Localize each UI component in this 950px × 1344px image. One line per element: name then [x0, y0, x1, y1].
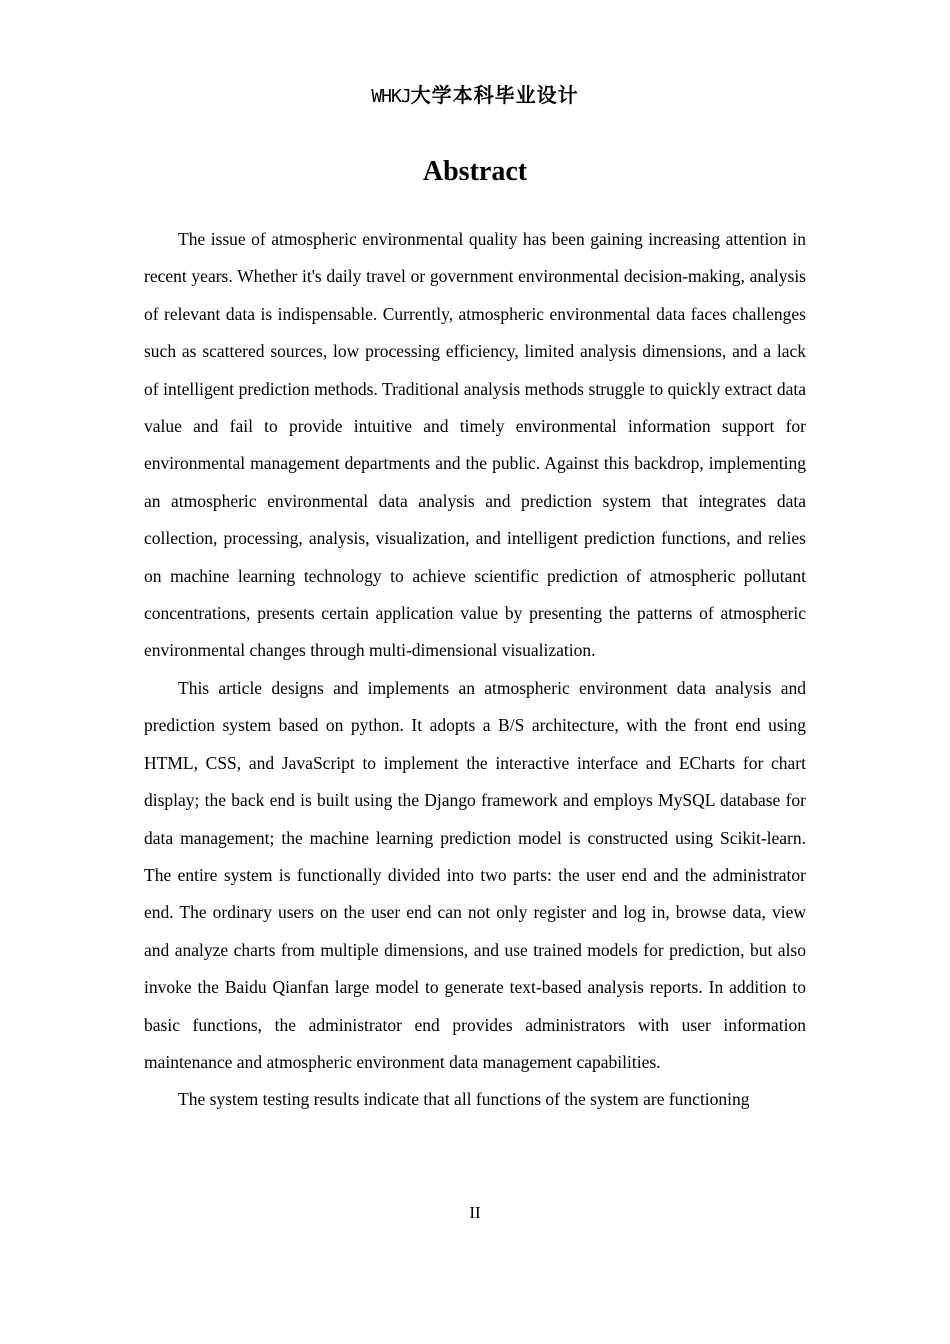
- abstract-body: [144, 221, 806, 1119]
- running-header: [0, 82, 950, 110]
- abstract-paragraph-3: The system testing results indicate that all functions of the system are functioning: [178, 1089, 750, 1110]
- header-institution-code: WHKJ: [371, 86, 411, 107]
- header-document-type: 大学本科毕业设计: [410, 83, 579, 107]
- abstract-paragraph-1: The issue of atmospheric environmental quality has been gaining increasing attention in recent years. Whether it's daily travel or government environmental decision-making, analysis of relevant data is indispensable. Currently, atmospheric environmental data faces challenges such as scattered sources, low processing efficiency, limited analysis dimensions, and a lack of intelligent prediction methods. Traditional analysis methods struggle to quickly extract data value and fail to provide intuitive and timely environmental information support for environmental management departments and the public. Against this backdrop, implementing an atmospheric environmental data analysis and prediction system that integrates data collection, processing, analysis, visualization, and intelligent prediction functions, and relies on machine learning technology to achieve scientific prediction of atmospheric pollutant concentrations, presents certain application value by presenting the patterns of atmospheric environmental changes through multi-dimensional visualization.: [144, 229, 806, 661]
- abstract-paragraph-2: This article designs and implements an atmospheric environment data analysis and prediction system based on python. It adopts a B/S architecture, with the front end using HTML, CSS, and JavaScript to implement the interactive interface and ECharts for chart display; the back end is built using the Django framework and employs MySQL database for data management; the machine learning prediction model is constructed using Scikit-learn. The entire system is functionally divided into two parts: the user end and the administrator end. The ordinary users on the user end can not only register and log in, browse data, view and analyze charts from multiple dimensions, and use trained models for prediction, but also invoke the Baidu Qianfan large model to generate text-based analysis reports. In addition to basic functions, the administrator end provides administrators with user information maintenance and atmospheric environment data management capabilities.: [144, 677, 806, 1072]
- page-title: Abstract: [422, 156, 528, 187]
- page-number: II: [469, 1203, 481, 1222]
